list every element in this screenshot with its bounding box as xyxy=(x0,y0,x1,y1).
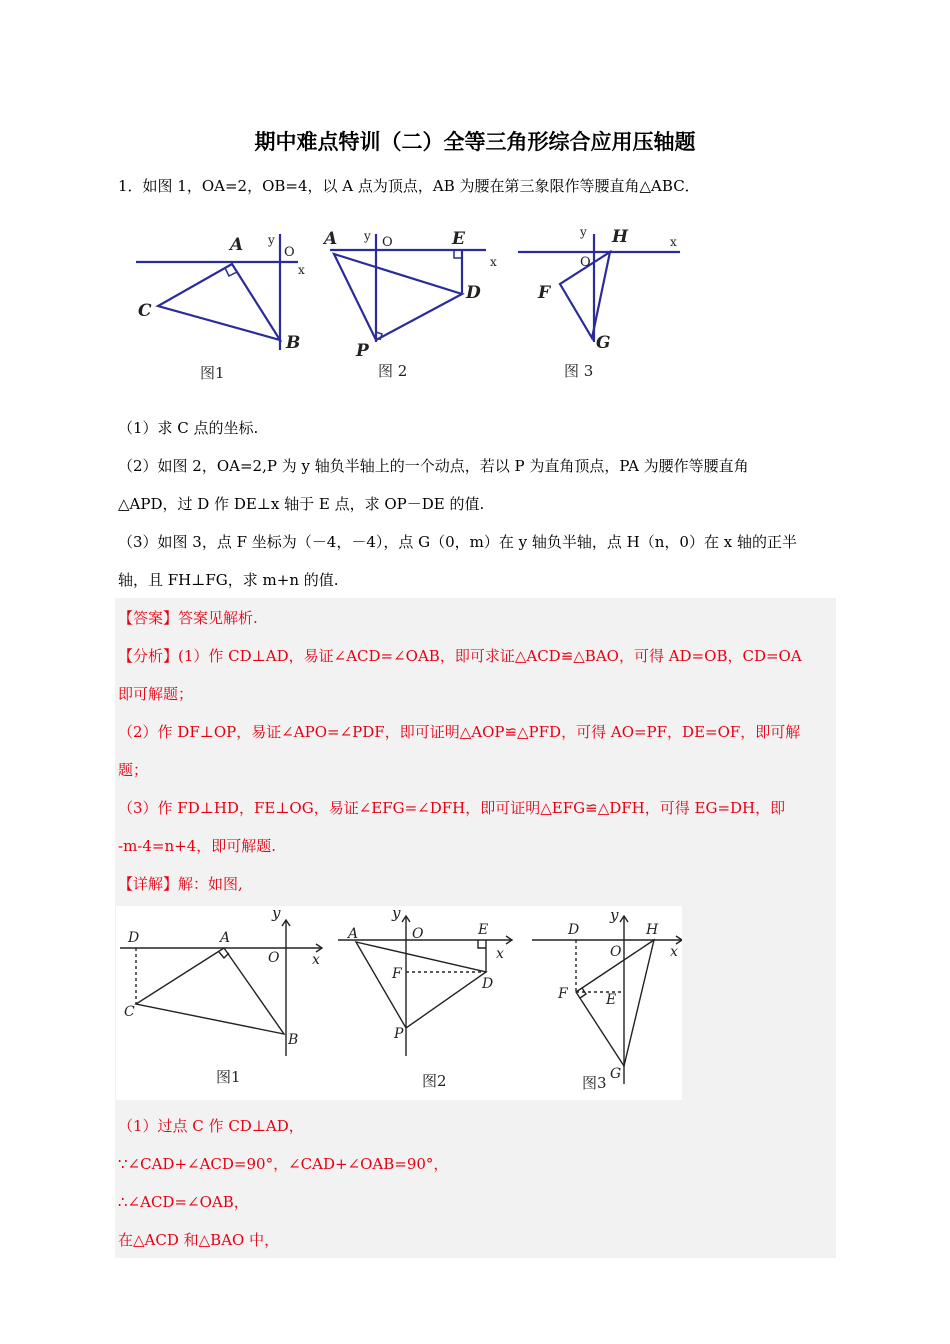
fig1b-label-b: B xyxy=(288,1032,299,1048)
fig1b-label-o: O xyxy=(268,950,280,966)
fig2b-label-d: D xyxy=(482,976,494,992)
fig3b-label-d: D xyxy=(568,922,580,938)
fig2-label-x: x xyxy=(490,255,497,269)
fig3-label-h: H xyxy=(612,227,629,247)
fig3b-label-x: x xyxy=(670,944,678,960)
fig3b-label-h: H xyxy=(646,922,659,938)
fig2b-label-a: A xyxy=(348,926,359,942)
fig2-label-e: E xyxy=(452,229,465,249)
figure-set-top xyxy=(130,222,690,384)
fig1-label-b: B xyxy=(286,333,301,353)
fig1b-label-a: A xyxy=(220,930,231,946)
fig2-label-a: A xyxy=(324,229,338,249)
fig3b-caption: 图3 xyxy=(582,1074,607,1092)
solution-line4: 在△ACD 和△BAO 中， xyxy=(118,1231,280,1249)
question-part1: （1）求 C 点的坐标. xyxy=(118,419,259,437)
solution-line3: ∴∠ACD=∠OAB， xyxy=(118,1193,249,1211)
fig3b-label-g: G xyxy=(610,1066,622,1082)
fig1b-label-x: x xyxy=(312,952,320,968)
fig2b-label-x: x xyxy=(496,946,504,962)
fig2b-label-f: F xyxy=(392,966,402,982)
fig1-label-o: O xyxy=(284,245,295,260)
fig3b-label-f: F xyxy=(558,986,568,1002)
fig3-caption: 图 3 xyxy=(564,362,594,380)
analysis-2a: （2）作 DF⊥OP，易证∠APO=∠PDF，即可证明△AOP≌△PFD，可得 AO=PF，DE=OF，即可解 xyxy=(118,723,801,741)
fig2b-label-p: P xyxy=(394,1026,404,1042)
fig2-label-y: y xyxy=(364,229,371,243)
fig2-caption: 图 2 xyxy=(378,362,408,380)
figure-set-bottom xyxy=(116,906,682,1100)
fig3-label-o: O xyxy=(580,255,591,270)
fig1-label-a: A xyxy=(230,235,244,255)
question-intro: 1．如图 1，OA=2，OB=4，以 A 点为顶点，AB 为腰在第三象限作等腰直角△ABC． xyxy=(118,177,700,195)
fig3b-label-y: y xyxy=(610,906,619,924)
fig2b-label-y: y xyxy=(392,906,401,922)
analysis-3b: -m-4=n+4，即可解题. xyxy=(118,837,277,855)
solution-line2: ∵∠CAD+∠ACD=90°，∠CAD+∠OAB=90°， xyxy=(118,1155,449,1173)
question-part3-line2: 轴，且 FH⊥FG，求 m+n 的值. xyxy=(118,571,339,589)
fig2b-label-o: O xyxy=(412,926,424,942)
fig1b-label-d: D xyxy=(128,930,140,946)
fig1-label-c: C xyxy=(138,301,152,321)
question-part3-line1: （3）如图 3，点 F 坐标为（－4，－4），点 G（0，m）在 y 轴负半轴，点 H（n，0）在 x 轴的正半 xyxy=(118,533,797,551)
fig3-label-x: x xyxy=(670,235,677,249)
fig2-triangle xyxy=(334,254,462,340)
analysis-3a: （3）作 FD⊥HD，FE⊥OG，易证∠EFG=∠DFH，即可证明△EFG≌△DFH，可得 EG=DH，即 xyxy=(118,799,786,817)
detail-heading: 【详解】解：如图, xyxy=(118,875,243,893)
answer-line: 【答案】答案见解析. xyxy=(118,609,258,627)
fig3-label-g: G xyxy=(596,333,611,353)
solution-line1: （1）过点 C 作 CD⊥AD， xyxy=(118,1117,304,1135)
fig3b-label-o: O xyxy=(610,944,622,960)
fig2b-caption: 图2 xyxy=(422,1072,447,1090)
page-title: 期中难点特训（二）全等三角形综合应用压轴题 xyxy=(254,130,696,154)
analysis-1b: 即可解题； xyxy=(118,685,194,703)
analysis-1a: 【分析】(1）作 CD⊥AD，易证∠ACD=∠OAB，即可求证△ACD≌△BAO，可得 AD=OB，CD=OA xyxy=(118,647,802,665)
fig2-label-o: O xyxy=(382,235,393,250)
fig2b-label-e: E xyxy=(478,922,489,938)
fig2-label-p: P xyxy=(356,341,369,361)
analysis-2b: 题； xyxy=(118,761,149,779)
fig2-label-d: D xyxy=(466,283,481,303)
fig1-triangle xyxy=(158,264,280,340)
fig1b-label-y: y xyxy=(272,906,281,922)
fig1-caption: 图1 xyxy=(200,364,225,382)
fig1-label-x: x xyxy=(298,263,305,277)
fig3b-label-e: E xyxy=(606,992,617,1008)
fig3-label-y: y xyxy=(580,225,587,239)
fig1b-caption: 图1 xyxy=(216,1068,241,1086)
question-part2-line2: △APD，过 D 作 DE⊥x 轴于 E 点，求 OP－DE 的值. xyxy=(118,495,485,513)
fig3-label-f: F xyxy=(538,283,551,303)
fig1-label-y: y xyxy=(268,233,275,247)
fig1b-label-c: C xyxy=(124,1004,135,1020)
question-part2-line1: （2）如图 2，OA=2,P 为 y 轴负半轴上的一个动点，若以 P 为直角顶点，PA 为腰作等腰直角 xyxy=(118,457,749,475)
